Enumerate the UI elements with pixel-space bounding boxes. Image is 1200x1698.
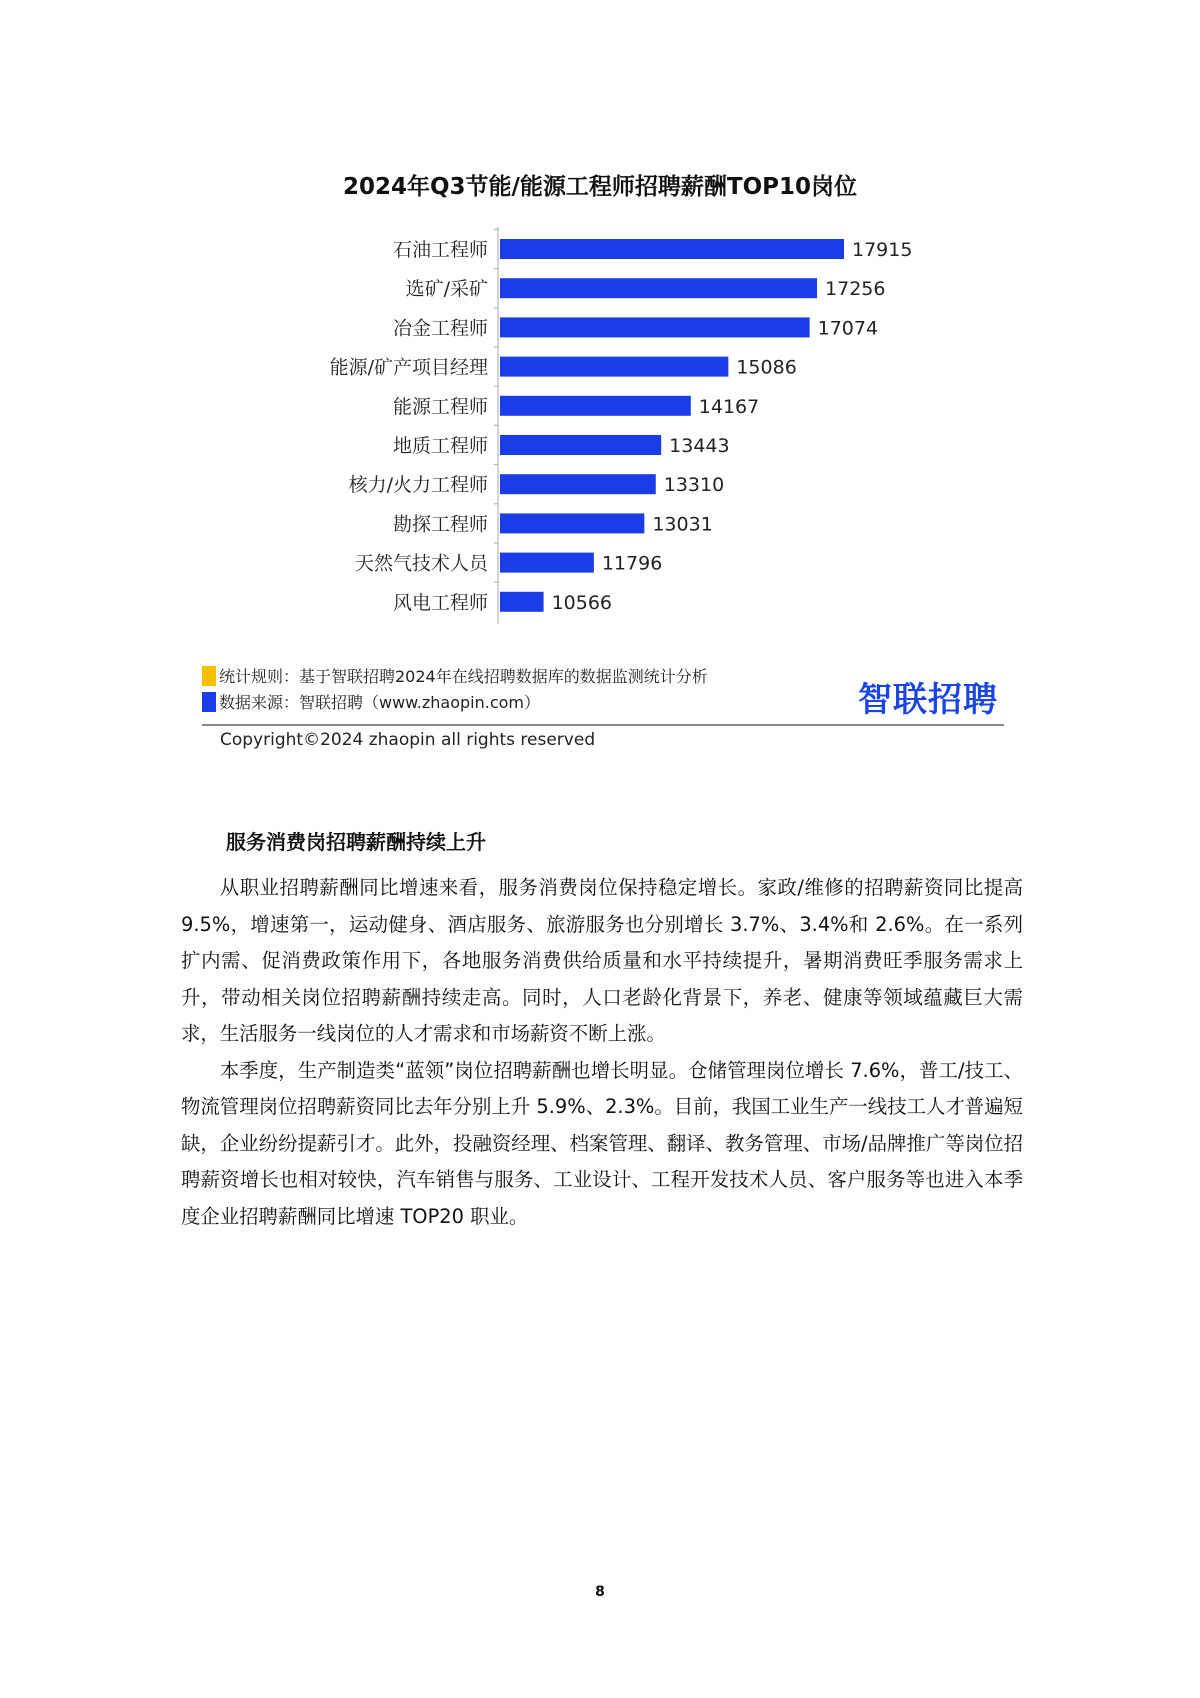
bar: [500, 239, 844, 259]
body-text: [181, 870, 1023, 1235]
bar: [500, 357, 728, 377]
legend-source: [202, 690, 540, 713]
category-label: 风电工程师: [392, 591, 488, 614]
legend-rule-text: 统计规则：基于智联招聘2024年在线招聘数据库的数据监测统计分析: [219, 667, 708, 686]
bar: [500, 317, 810, 337]
data-label: 10566: [551, 591, 613, 614]
data-label: 13310: [663, 474, 725, 497]
category-label: 能源工程师: [392, 395, 488, 418]
paragraph: 从职业招聘薪酬同比增速来看，服务消费岗位保持稳定增长。家政/维修的招聘薪资同比提高 9.5%，增速第一，运动健身、酒店服务、旅游服务也分别增长 3.7%、3.4%和 2.6%。在一系列扩内需、促消费政策作用下，各地服务消费供给质量和水平持续提升，暑期消费旺季服务需求上升，带动相关岗位招聘薪酬持续走高。同时，人口老龄化背景下，养老、健康等领域蕴藏巨大需求，生活服务一线岗位的人才需求和市场薪资不断上涨。: [181, 876, 1023, 1045]
zhaopin-logo: 智联招聘: [858, 680, 998, 720]
category-label: 石油工程师: [392, 239, 488, 261]
yellow-square-icon: [202, 666, 216, 686]
bar: [500, 474, 656, 494]
legend-rule: [202, 664, 708, 687]
bar: [500, 278, 817, 298]
section-heading: 服务消费岗招聘薪酬持续上升: [226, 830, 486, 854]
bar: [500, 396, 691, 416]
chart-title: 2024年Q3节能/能源工程师招聘薪酬TOP10岗位: [342, 174, 858, 200]
paragraph: 本季度，生产制造类“蓝领”岗位招聘薪酬也增长明显。仓储管理岗位增长 7.6%，普工/技工、物流管理岗位招聘薪资同比去年分别上升 5.9%、2.3%。目前，我国工业生产一线技工人才普遍短缺，企业纷纷提薪引才。此外，投融资经理、档案管理、翻译、教务管理、市场/品牌推广等岗位招聘薪资增长也相对较快，汽车销售与服务、工业设计、工程开发技术人员、客户服务等也进入本季度企业招聘薪酬同比增速 TOP20 职业。: [181, 1058, 1023, 1228]
bar: [500, 513, 644, 533]
data-label: 13443: [669, 435, 730, 457]
data-label: 14167: [698, 395, 760, 418]
divider: [202, 724, 1004, 726]
category-label: 天然气技术人员: [354, 552, 488, 575]
data-label: 17915: [852, 239, 913, 261]
bar: [500, 553, 594, 573]
category-label: 核力/火力工程师: [348, 474, 488, 497]
data-label: 15086: [736, 356, 797, 379]
data-label: 17074: [817, 317, 879, 340]
legend-source-text: 数据来源：智联招聘（www.zhaopin.com）: [219, 693, 541, 712]
category-label: 选矿/采矿: [405, 278, 488, 301]
bar: [500, 435, 661, 455]
bar: [500, 592, 544, 612]
category-label: 地质工程师: [392, 435, 488, 457]
category-label: 勘探工程师: [392, 513, 488, 536]
blue-square-icon: [202, 692, 216, 712]
copyright: Copyright©2024 zhaopin all rights reserved: [220, 730, 596, 750]
data-label: 13031: [652, 513, 713, 536]
bar-chart: [0, 0, 1200, 650]
data-label: 11796: [601, 552, 663, 575]
category-label: 能源/矿产项目经理: [329, 356, 488, 379]
category-label: 冶金工程师: [392, 317, 488, 340]
page-number: 8: [595, 1584, 605, 1600]
data-label: 17256: [825, 278, 886, 301]
